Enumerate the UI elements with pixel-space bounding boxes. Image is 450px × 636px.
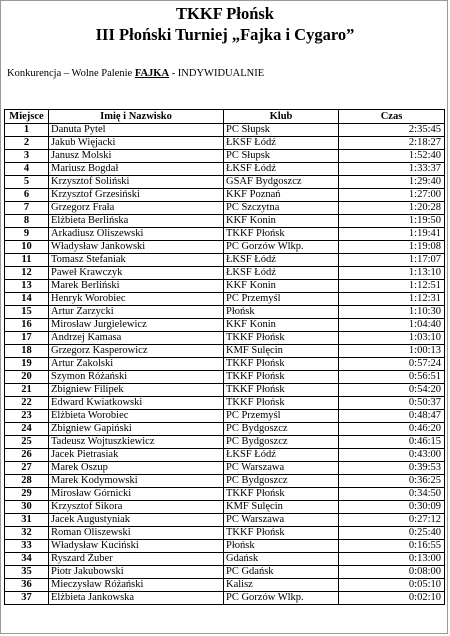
table-row [5,514,445,527]
cell-club: PC Słupsk [224,124,339,137]
cell-club: TKKF Płońsk [224,228,339,241]
cell-name: Elżbieta Berlińska [49,215,224,228]
cell-club: ŁKSF Łódź [224,267,339,280]
table-row [5,579,445,592]
cell-place: 31 [5,514,49,527]
cell-club: Kalisz [224,579,339,592]
cell-time: 1:13:10 [339,267,445,280]
cell-name: Ryszard Żuber [49,553,224,566]
cell-name: Jacek Augustyniak [49,514,224,527]
cell-name: Andrzej Kamasa [49,332,224,345]
cell-place: 27 [5,462,49,475]
cell-club: PC Bydgoszcz [224,436,339,449]
cell-time: 0:36:25 [339,475,445,488]
competition-suffix: - INDYWIDUALNIE [169,68,265,79]
cell-time: 0:30:09 [339,501,445,514]
cell-club: PC Przemyśl [224,293,339,306]
table-row [5,540,445,553]
table-row [5,501,445,514]
cell-place: 36 [5,579,49,592]
table-row [5,449,445,462]
cell-place: 34 [5,553,49,566]
cell-club: TKKF Płońsk [224,488,339,501]
cell-club: ŁKSF Łódź [224,254,339,267]
cell-time: 0:27:12 [339,514,445,527]
table-row [5,319,445,332]
table-row [5,202,445,215]
cell-name: Elżbieta Jankowska [49,592,224,605]
table-row [5,371,445,384]
cell-name: Marek Oszup [49,462,224,475]
cell-name: Władysław Kuciński [49,540,224,553]
cell-place: 35 [5,566,49,579]
cell-club: PC Słupsk [224,150,339,163]
cell-place: 24 [5,423,49,436]
cell-time: 0:08:00 [339,566,445,579]
cell-name: Marek Berliński [49,280,224,293]
table-row [5,150,445,163]
cell-time: 1:20:28 [339,202,445,215]
competition-line [7,67,264,81]
cell-time: 1:19:08 [339,241,445,254]
cell-club: PC Warszawa [224,514,339,527]
cell-name: Grzegorz Frała [49,202,224,215]
cell-time: 0:02:10 [339,592,445,605]
cell-name: Mirosław Górnicki [49,488,224,501]
results-body [5,124,445,605]
column-header-place: Miejsce [5,110,49,124]
cell-name: Roman Oliszewski [49,527,224,540]
cell-place: 21 [5,384,49,397]
cell-time: 1:17:07 [339,254,445,267]
table-row [5,176,445,189]
cell-place: 11 [5,254,49,267]
cell-name: Jakub Więjacki [49,137,224,150]
cell-place: 22 [5,397,49,410]
cell-name: Artur Zarzycki [49,306,224,319]
table-row [5,189,445,202]
cell-place: 7 [5,202,49,215]
column-header-name: Imię i Nazwisko [49,110,224,124]
cell-club: ŁKSF Łódź [224,137,339,150]
cell-name: Grzegorz Kasperowicz [49,345,224,358]
cell-time: 1:12:31 [339,293,445,306]
table-header-row [5,110,445,124]
table-row [5,137,445,150]
competition-category: FAJKA [134,68,170,79]
cell-club: TKKF Płońsk [224,384,339,397]
table-row [5,280,445,293]
column-header-time: Czas [339,110,445,124]
cell-name: Artur Zakolski [49,358,224,371]
cell-place: 33 [5,540,49,553]
cell-name: Tadeusz Wojtuszkiewicz [49,436,224,449]
table-row [5,462,445,475]
cell-name: Krzysztof Soliński [49,176,224,189]
cell-place: 23 [5,410,49,423]
cell-place: 32 [5,527,49,540]
cell-club: PC Szczytna [224,202,339,215]
cell-place: 16 [5,319,49,332]
table-row [5,332,445,345]
cell-time: 1:12:51 [339,280,445,293]
results-table [4,109,445,605]
cell-club: KMF Sulęcin [224,501,339,514]
cell-time: 1:27:00 [339,189,445,202]
table-row [5,423,445,436]
cell-place: 2 [5,137,49,150]
cell-time: 0:25:40 [339,527,445,540]
cell-name: Henryk Worobiec [49,293,224,306]
cell-name: Marek Kodymowski [49,475,224,488]
cell-place: 30 [5,501,49,514]
cell-club: GSAF Bydgoszcz [224,176,339,189]
cell-name: Krzysztof Grzesiński [49,189,224,202]
cell-name: Jacek Pietrasiak [49,449,224,462]
cell-club: PC Przemyśl [224,410,339,423]
table-row [5,267,445,280]
cell-club: TKKF Płońsk [224,527,339,540]
table-row [5,436,445,449]
table-row [5,566,445,579]
cell-place: 25 [5,436,49,449]
cell-time: 1:00:13 [339,345,445,358]
table-row [5,488,445,501]
table-row [5,254,445,267]
cell-name: Piotr Jakubowski [49,566,224,579]
table-row [5,358,445,371]
cell-club: PC Gdańsk [224,566,339,579]
cell-name: Szymon Różański [49,371,224,384]
cell-club: TKKF Płońsk [224,371,339,384]
table-row [5,293,445,306]
event-title: III Płoński Turniej „Fajka i Cygaro” [95,25,355,44]
cell-time: 2:35:45 [339,124,445,137]
table-row [5,215,445,228]
cell-name: Elżbieta Worobiec [49,410,224,423]
table-row [5,384,445,397]
cell-club: ŁKSF Łódź [224,163,339,176]
table-row [5,592,445,605]
cell-club: PC Bydgoszcz [224,475,339,488]
cell-club: PC Bydgoszcz [224,423,339,436]
cell-name: Zbigniew Filipek [49,384,224,397]
cell-time: 0:46:15 [339,436,445,449]
cell-place: 9 [5,228,49,241]
cell-place: 14 [5,293,49,306]
cell-place: 17 [5,332,49,345]
cell-time: 0:43:00 [339,449,445,462]
table-row [5,124,445,137]
cell-club: KKF Konin [224,215,339,228]
cell-time: 0:46:20 [339,423,445,436]
cell-club: KKF Konin [224,319,339,332]
cell-place: 4 [5,163,49,176]
cell-name: Janusz Molski [49,150,224,163]
cell-place: 28 [5,475,49,488]
table-row [5,345,445,358]
cell-club: ŁKSF Łódź [224,449,339,462]
cell-time: 0:48:47 [339,410,445,423]
cell-time: 1:33:37 [339,163,445,176]
cell-name: Zbigniew Gapiński [49,423,224,436]
cell-club: Gdańsk [224,553,339,566]
cell-club: PC Gorzów Wlkp. [224,592,339,605]
cell-place: 29 [5,488,49,501]
cell-club: TKKF Płońsk [224,397,339,410]
cell-name: Arkadiusz Oliszewski [49,228,224,241]
table-row [5,228,445,241]
cell-place: 12 [5,267,49,280]
cell-time: 1:04:40 [339,319,445,332]
document-title: TKKF Płońsk [176,4,274,23]
cell-place: 8 [5,215,49,228]
cell-name: Krzysztof Sikora [49,501,224,514]
cell-club: TKKF Płońsk [224,332,339,345]
cell-club: Płońsk [224,306,339,319]
cell-time: 0:50:37 [339,397,445,410]
cell-name: Mariusz Bogdał [49,163,224,176]
cell-place: 19 [5,358,49,371]
cell-club: KMF Sulęcin [224,345,339,358]
table-row [5,306,445,319]
cell-time: 0:56:51 [339,371,445,384]
cell-place: 26 [5,449,49,462]
cell-club: Płońsk [224,540,339,553]
cell-club: PC Gorzów Wlkp. [224,241,339,254]
cell-club: KKF Poznań [224,189,339,202]
cell-club: PC Warszawa [224,462,339,475]
cell-name: Mieczysław Różański [49,579,224,592]
cell-time: 2:18:27 [339,137,445,150]
cell-name: Paweł Krawczyk [49,267,224,280]
cell-time: 1:19:41 [339,228,445,241]
column-header-club: Klub [224,110,339,124]
cell-place: 13 [5,280,49,293]
table-row [5,553,445,566]
table-row [5,241,445,254]
cell-place: 5 [5,176,49,189]
cell-club: KKF Konin [224,280,339,293]
cell-place: 15 [5,306,49,319]
table-row [5,397,445,410]
cell-club: TKKF Płońsk [224,358,339,371]
cell-place: 10 [5,241,49,254]
cell-name: Danuta Pytel [49,124,224,137]
cell-time: 0:34:50 [339,488,445,501]
cell-name: Edward Kwiatkowski [49,397,224,410]
cell-time: 0:16:55 [339,540,445,553]
cell-time: 0:13:00 [339,553,445,566]
cell-time: 1:52:40 [339,150,445,163]
cell-time: 1:29:40 [339,176,445,189]
cell-time: 0:05:10 [339,579,445,592]
cell-time: 0:54:20 [339,384,445,397]
cell-time: 1:03:10 [339,332,445,345]
table-row [5,475,445,488]
table-row [5,527,445,540]
cell-place: 6 [5,189,49,202]
cell-place: 3 [5,150,49,163]
cell-name: Tomasz Stefaniak [49,254,224,267]
cell-time: 1:10:30 [339,306,445,319]
cell-time: 1:19:50 [339,215,445,228]
cell-place: 37 [5,592,49,605]
cell-time: 0:57:24 [339,358,445,371]
cell-place: 20 [5,371,49,384]
table-row [5,163,445,176]
competition-prefix: Konkurencja – Wolne Palenie [7,68,135,79]
cell-place: 18 [5,345,49,358]
cell-name: Mirosław Jurgielewicz [49,319,224,332]
table-row [5,410,445,423]
cell-time: 0:39:53 [339,462,445,475]
cell-name: Władysław Jankowski [49,241,224,254]
cell-place: 1 [5,124,49,137]
